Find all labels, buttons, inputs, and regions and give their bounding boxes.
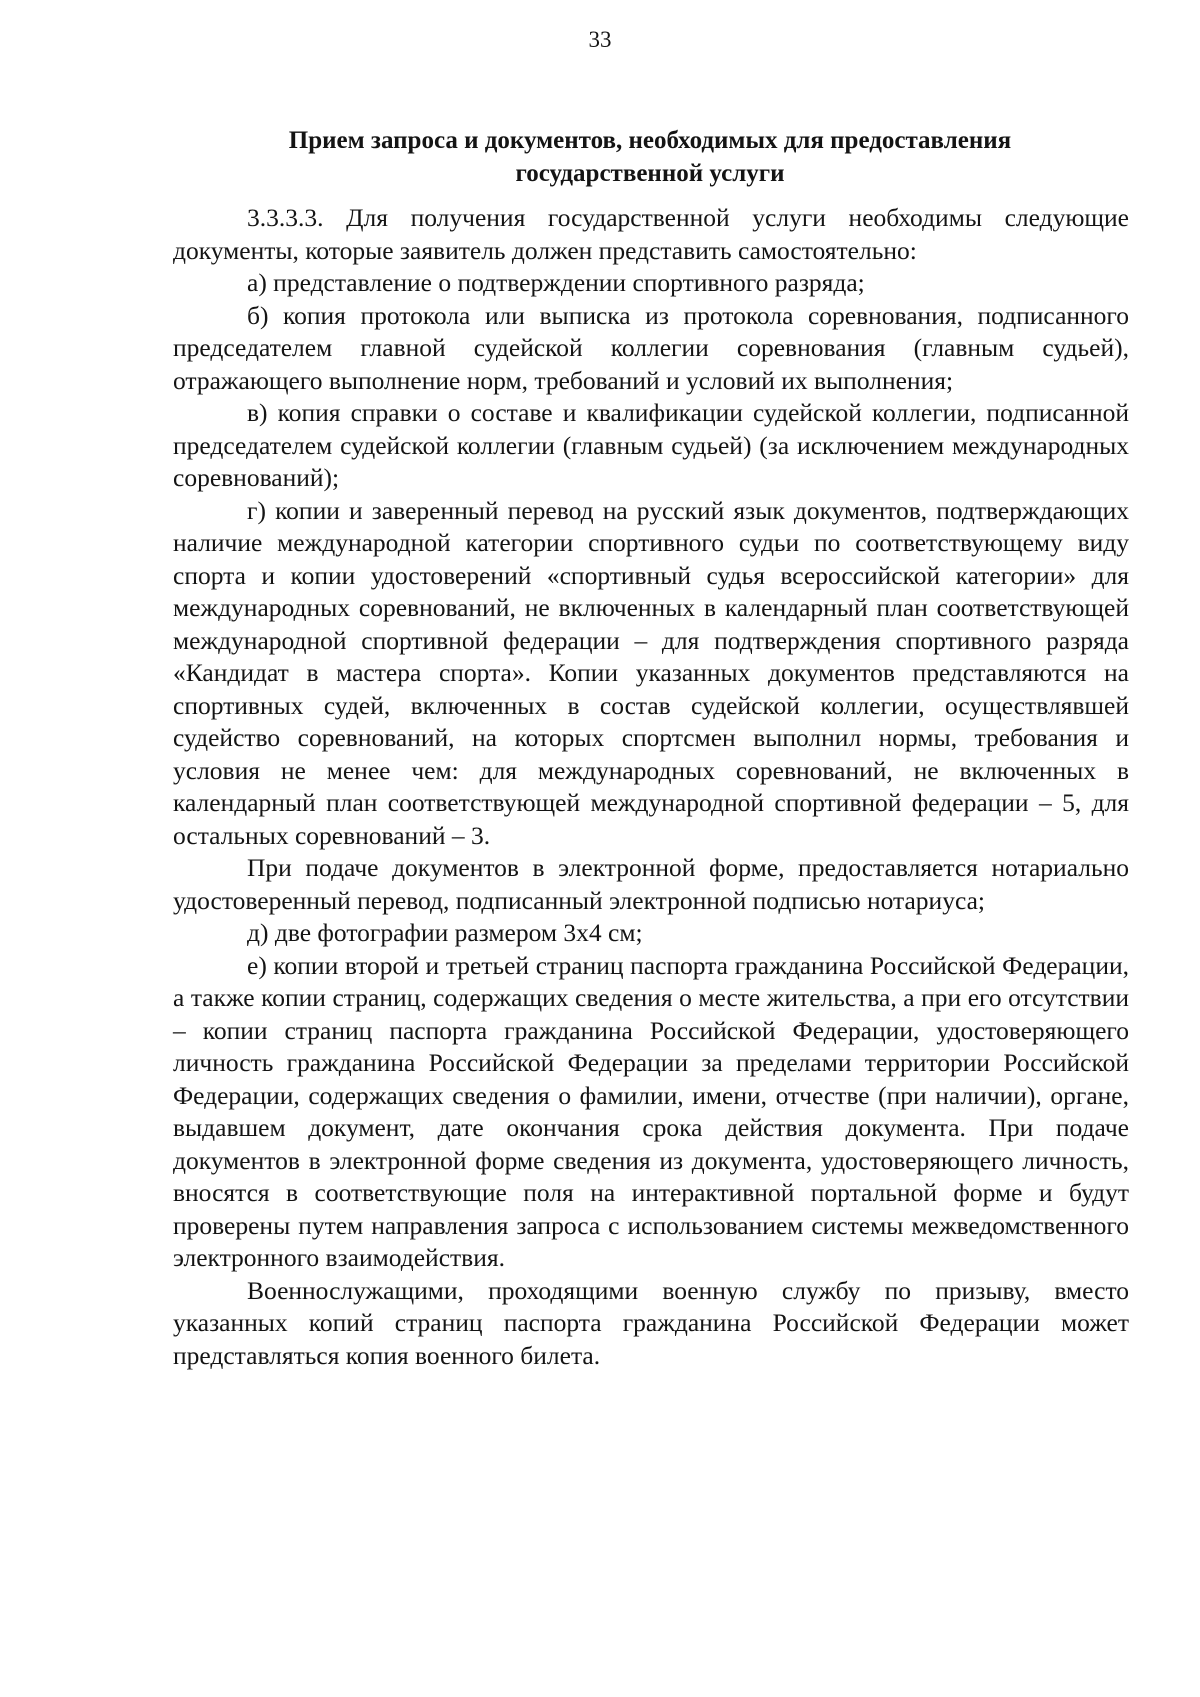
paragraph-item-g: г) копии и заверенный перевод на русский язык документов, подтверждающих наличие международной категории спортивного судьи по соответствующему виду спорта и копии удостоверений «спортивный судья всероссийской категории» для международных соревнований, не включенных в календарный план соответствующей международной спортивной федерации – для подтверждения спортивного разряда «Кандидат в мастера спорта». Копии указанных документов представляются на спортивных судей, включенных в состав судейской коллегии, осуществлявшей судейство соревнований, на которых спортсмен выполнил нормы, требования и условия не менее чем: для международных соревнований, не включенных в календарный план соответствующей международной спортивной федерации – 5, для остальных соревнований – 3. bbox=[173, 495, 1129, 850]
document-body bbox=[173, 202, 1129, 1372]
page-number: 33 bbox=[588, 27, 612, 52]
paragraph-item-d: д) две фотографии размером 3х4 см; bbox=[247, 918, 643, 947]
section-heading-line-1: Прием запроса и документов, необходимых для предоставления bbox=[288, 127, 1012, 154]
paragraph-3-3-3-3: 3.3.3.3. Для получения государственной услуги необходимы следующие документы, которые заявитель должен представить самостоятельно: bbox=[173, 203, 1129, 265]
section-heading bbox=[175, 124, 1125, 190]
paragraph-military-service: Военнослужащими, проходящими военную службу по призыву, вместо указанных копий страниц паспорта гражданина Российской Федерации может представляться копия военного билета. bbox=[173, 1275, 1129, 1370]
paragraph-item-b: б) копия протокола или выписка из протокола соревнования, подписанного председателем главной судейской коллегии соревнования (главным судьей), отражающего выполнение норм, требований и условий их выполнения; bbox=[173, 300, 1129, 395]
paragraph-electronic-submission: При подаче документов в электронной форме, предоставляется нотариально удостоверенный перевод, подписанный электронной подписью нотариуса; bbox=[173, 853, 1129, 915]
paragraph-item-a: а) представление о подтверждении спортивного разряда; bbox=[247, 268, 865, 297]
paragraph-item-e: е) копии второй и третьей страниц паспорта гражданина Российской Федерации, а также копии страниц, содержащих сведения о месте жительства, а при его отсутствии – копии страниц паспорта гражданина Российской Федерации, удостоверяющего личность гражданина Российской Федерации за пределами территории Российской Федерации, содержащих сведения о фамилии, имени, отчестве (при наличии), органе, выдавшем документ, дате окончания срока действия документа. При подаче документов в электронной форме сведения из документа, удостоверяющего личность, вносятся в соответствующие поля на интерактивной портальной форме и будут проверены путем направления запроса с использованием системы межведомственного электронного взаимодействия. bbox=[173, 950, 1129, 1272]
paragraph-item-v: в) копия справки о составе и квалификации судейской коллегии, подписанной председателем судейской коллегии (главным судьей) (за исключением международных соревнований); bbox=[173, 398, 1129, 492]
section-heading-line-2: государственной услуги bbox=[515, 160, 785, 187]
